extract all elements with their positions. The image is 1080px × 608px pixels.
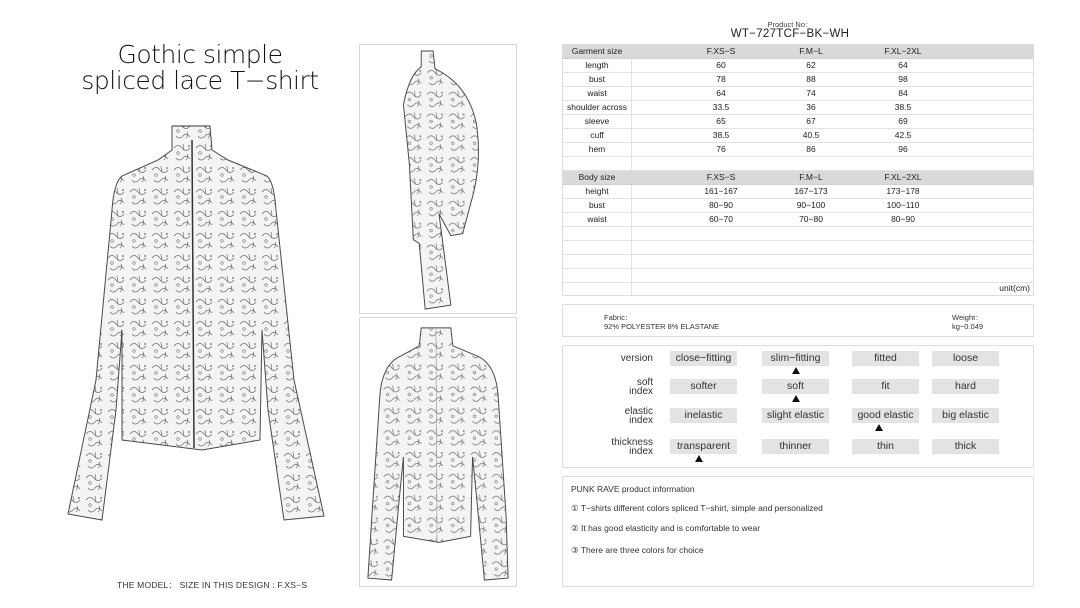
table-cell: 38.5: [894, 102, 912, 112]
garment-size-header: [563, 45, 1033, 59]
table-row: [563, 129, 1033, 143]
header-cell: Garment size: [571, 46, 623, 56]
product-number: WT−727TCF−BK−WH: [730, 28, 850, 40]
table-row: [563, 73, 1033, 87]
option-hard: hard: [932, 379, 999, 394]
option-close-fitting: close−fitting: [670, 351, 737, 366]
table-cell: 88: [806, 74, 816, 84]
header-cell: F.XL−2XL: [884, 172, 922, 182]
attr-label-line: elastic: [624, 406, 653, 417]
table-row: [563, 199, 1033, 213]
table-row: [563, 269, 1033, 283]
header-cell: F.XS−S: [706, 46, 736, 56]
row-label: length: [585, 60, 609, 70]
table-cell: 80−90: [891, 214, 915, 224]
table-cell: 100−110: [886, 200, 920, 210]
side-view-image: [359, 44, 517, 314]
attr-label-line: version: [620, 353, 653, 364]
table-cell: 60: [716, 60, 726, 70]
option-slight-elastic: slight elastic: [762, 408, 829, 423]
option-soft: soft: [762, 379, 829, 394]
fabric-value: 92% POLYESTER 8% ELASTANE: [604, 322, 720, 331]
attr-label-line: index: [629, 415, 653, 426]
table-cell: 96: [898, 144, 908, 154]
table-row: [563, 87, 1033, 101]
option-transparent: transparent: [670, 439, 737, 454]
attr-label-soft-index: [583, 378, 653, 396]
row-label: bust: [588, 74, 606, 84]
table-cell: 173−178: [886, 186, 920, 196]
attribute-scales: [562, 345, 1034, 468]
option-big-elastic: big elastic: [932, 408, 999, 423]
back-view-image: [359, 317, 517, 587]
product-title-line2: spliced lace T−shirt: [81, 66, 319, 95]
attr-label-line: soft: [636, 377, 653, 388]
product-number-label: Product No：: [767, 20, 813, 29]
info-item: ① T−shirts different colors spliced T−shirt, simple and personalized: [571, 503, 823, 513]
fabric-info: [562, 304, 1034, 337]
table-cell: 60−70: [709, 214, 733, 224]
product-title-line1: Gothic simple: [117, 40, 283, 69]
selection-marker-icon: [875, 424, 883, 431]
attr-label-thickness-index: [583, 438, 653, 456]
body-size-header: [563, 171, 1033, 185]
table-cell: 86: [806, 144, 816, 154]
fabric-label: Fabric：: [604, 313, 633, 322]
header-cell: Body size: [578, 172, 616, 182]
header-cell: F.M−L: [799, 46, 823, 56]
table-cell: 40.5: [802, 130, 820, 140]
option-thinner: thinner: [762, 439, 829, 454]
option-loose: loose: [932, 351, 999, 366]
option-thick: thick: [932, 439, 999, 454]
attr-label-elastic-index: [583, 407, 653, 425]
row-label: sleeve: [584, 116, 610, 126]
table-row: [563, 59, 1033, 73]
selection-marker-icon: [792, 395, 800, 402]
table-cell: 33.5: [712, 102, 730, 112]
product-title: [60, 42, 340, 94]
attr-label-line: thickness: [611, 437, 653, 448]
info-item: ③ There are three colors for choice: [571, 545, 704, 555]
row-label: waist: [587, 88, 607, 98]
header-cell: F.XL−2XL: [884, 46, 922, 56]
attr-label-line: index: [629, 446, 653, 457]
product-information: [562, 476, 1034, 587]
option-thin: thin: [852, 439, 919, 454]
table-row: [563, 115, 1033, 129]
table-cell: 38.5: [712, 130, 730, 140]
table-cell: 64: [716, 88, 726, 98]
table-cell: 70−80: [799, 214, 823, 224]
table-cell: 74: [806, 88, 816, 98]
size-table: [562, 44, 1034, 296]
row-label: height: [585, 186, 609, 196]
table-row: [563, 255, 1033, 269]
table-row: [563, 213, 1033, 227]
table-cell: 90−100: [796, 200, 826, 210]
model-size-note: THE MODEL： SIZE IN THIS DESIGN : F.XS−S: [117, 580, 308, 590]
option-fitted: fitted: [852, 351, 919, 366]
row-label: hem: [588, 144, 606, 154]
table-cell: 65: [716, 116, 726, 126]
table-cell: 62: [806, 60, 816, 70]
weight-label: Weight：: [952, 313, 983, 322]
table-row: [563, 101, 1033, 115]
row-label: shoulder across: [566, 102, 627, 112]
header-cell: F.M−L: [799, 172, 823, 182]
attr-label-version: [583, 354, 653, 363]
row-label: waist: [587, 214, 607, 224]
table-cell: 167−173: [794, 186, 828, 196]
option-slim-fitting: slim−fitting: [762, 351, 829, 366]
table-row: [563, 157, 1033, 171]
info-item: ② It has good elasticity and is comfortable to wear: [571, 523, 761, 533]
table-cell: 76: [716, 144, 726, 154]
table-cell: 69: [898, 116, 908, 126]
option-good-elastic: good elastic: [852, 408, 919, 423]
table-row: [563, 227, 1033, 241]
table-row: [563, 241, 1033, 255]
table-row: [563, 185, 1033, 199]
table-cell: 67: [806, 116, 816, 126]
header-cell: F.XS−S: [706, 172, 736, 182]
table-cell: 161−167: [704, 186, 738, 196]
info-title: PUNK RAVE product information: [571, 484, 695, 494]
option-softer: softer: [670, 379, 737, 394]
table-cell: 78: [716, 74, 726, 84]
unit-label: unit(cm): [999, 283, 1030, 293]
option-inelastic: inelastic: [670, 408, 737, 423]
table-cell: 36: [806, 102, 816, 112]
option-fit: fit: [852, 379, 919, 394]
selection-marker-icon: [792, 367, 800, 374]
table-cell: 80−90: [709, 200, 733, 210]
attr-label-line: index: [629, 386, 653, 397]
table-cell: 84: [898, 88, 908, 98]
row-label: bust: [588, 200, 606, 210]
table-cell: 64: [898, 60, 908, 70]
front-view-image: [62, 120, 340, 525]
weight-value: kg−0.049: [952, 322, 984, 331]
selection-marker-icon: [695, 455, 703, 462]
table-cell: 42.5: [894, 130, 912, 140]
table-cell: 98: [898, 74, 908, 84]
row-label: cuff: [590, 130, 604, 140]
table-row: [563, 143, 1033, 157]
